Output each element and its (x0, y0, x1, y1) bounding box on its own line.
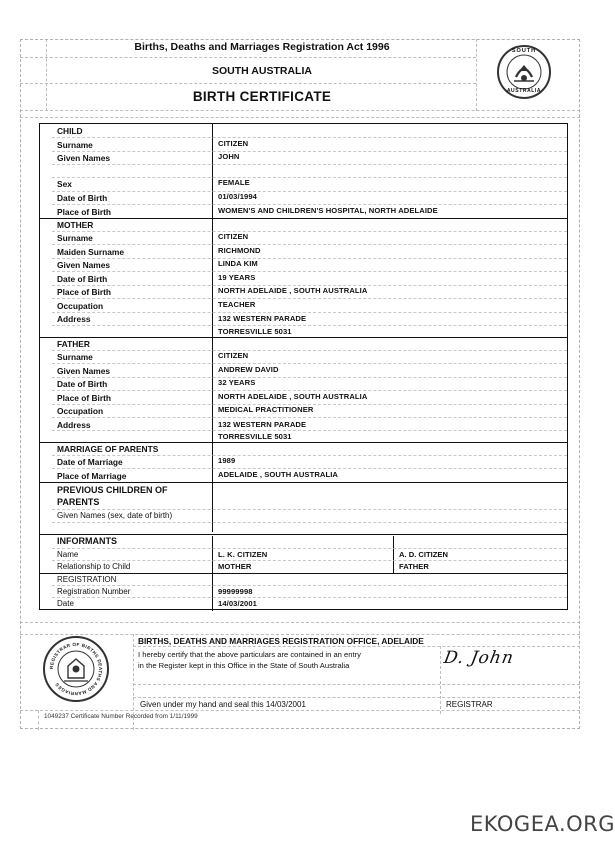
child-given-label: Given Names (57, 153, 111, 163)
registration-number-label: Registration Number (57, 587, 131, 596)
father-given-value: ANDREW DAVID (218, 365, 279, 374)
mother-pob-label: Place of Birth (57, 287, 111, 297)
act-title: Births, Deaths and Marriages Registration Act 1996 (134, 41, 390, 53)
certify-line-1: I hereby certify that the above particulars are contained in an entry (138, 650, 361, 659)
marriage-date-value: 1989 (218, 456, 236, 465)
mother-surname-value: CITIZEN (218, 232, 249, 241)
father-given-label: Given Names (57, 366, 111, 376)
informant-name-1: L. K. CITIZEN (218, 550, 268, 559)
child-dob-label: Date of Birth (57, 193, 108, 203)
mother-surname-label: Surname (57, 233, 93, 243)
child-given-value: JOHN (218, 152, 240, 161)
given-under-seal-text: Given under my hand and seal this 14/03/2001 (140, 700, 306, 709)
child-surname-value: CITIZEN (218, 139, 249, 148)
office-title: BIRTHS, DEATHS AND MARRIAGES REGISTRATION OFFICE, ADELAIDE (138, 636, 424, 646)
ekogea-watermark: EKOGEA.ORG (470, 812, 615, 836)
south-australia-seal (497, 45, 551, 99)
certificate-title: BIRTH CERTIFICATE (192, 89, 332, 104)
state-title: SOUTH AUSTRALIA (212, 65, 312, 77)
father-pob-label: Place of Birth (57, 393, 111, 403)
child-pob-label: Place of Birth (57, 207, 111, 217)
certify-line-2: in the Register kept in this Office in the State of South Australia (138, 661, 350, 670)
mother-occupation-label: Occupation (57, 301, 104, 311)
mother-address-line1: 132 WESTERN PARADE (218, 314, 307, 323)
seal-text-top: SOUTH (511, 48, 537, 54)
father-address-line1: 132 WESTERN PARADE (218, 420, 307, 429)
marriage-place-label: Place of Marriage (57, 471, 127, 481)
previous-children-given-label: Given Names (sex, date of birth) (57, 511, 173, 520)
child-dob-value: 01/03/1994 (218, 192, 258, 201)
father-section-label: FATHER (57, 339, 90, 349)
registration-section-label: REGISTRATION (57, 575, 117, 584)
marriage-section-label: MARRIAGE OF PARENTS (57, 444, 159, 454)
informant-name-2: A. D. CITIZEN (399, 550, 448, 559)
informant-name-label: Name (57, 550, 79, 559)
father-dob-value: 32 YEARS (218, 378, 256, 387)
father-address-line2: TORRESVILLE 5031 (218, 432, 292, 441)
certificate-number-text: 1049237 Certificate Number Recorded from 1/11/1999 (44, 713, 198, 720)
registrar-seal (43, 636, 109, 702)
father-dob-label: Date of Birth (57, 379, 108, 389)
child-sex-label: Sex (57, 179, 72, 189)
details-table (39, 123, 568, 610)
registrar-signature: D. John (442, 648, 516, 668)
informant-relationship-2: FATHER (399, 562, 429, 571)
mother-given-label: Given Names (57, 260, 111, 270)
marriage-date-label: Date of Marriage (57, 457, 123, 467)
registrar-label: REGISTRAR (446, 700, 493, 709)
mother-given-value: LINDA KIM (218, 259, 258, 268)
informant-relationship-1: MOTHER (218, 562, 252, 571)
mother-address-line2: TORRESVILLE 5031 (218, 327, 292, 336)
marriage-place-value: ADELAIDE , SOUTH AUSTRALIA (218, 470, 339, 479)
registration-date-label: Date (57, 599, 74, 608)
mother-maiden-value: RICHMOND (218, 246, 261, 255)
informants-section-label: INFORMANTS (57, 536, 117, 546)
child-sex-value: FEMALE (218, 178, 250, 187)
registration-number-value: 99999998 (218, 587, 253, 596)
registration-date-value: 14/03/2001 (218, 599, 258, 608)
mother-dob-value: 19 YEARS (218, 273, 256, 282)
child-pob-value: WOMEN'S AND CHILDREN'S HOSPITAL, NORTH ADELAIDE (218, 206, 438, 215)
previous-children-label-line1: PREVIOUS CHILDREN OF (57, 485, 168, 495)
child-surname-label: Surname (57, 140, 93, 150)
father-surname-value: CITIZEN (218, 351, 249, 360)
father-surname-label: Surname (57, 352, 93, 362)
father-pob-value: NORTH ADELAIDE , SOUTH AUSTRALIA (218, 392, 368, 401)
seal-text-bottom: AUSTRALIA (506, 88, 542, 94)
mother-pob-value: NORTH ADELAIDE , SOUTH AUSTRALIA (218, 286, 368, 295)
mother-occupation-value: TEACHER (218, 300, 256, 309)
mother-section-label: MOTHER (57, 220, 94, 230)
father-occupation-value: MEDICAL PRACTITIONER (218, 405, 314, 414)
mother-maiden-label: Maiden Surname (57, 247, 125, 257)
mother-address-label: Address (57, 314, 91, 324)
informant-relationship-label: Relationship to Child (57, 562, 131, 571)
seal-ring-text: REGISTRAR OF BIRTHS DEATHS AND MARRIAGES (48, 641, 104, 697)
father-address-label: Address (57, 420, 91, 430)
father-occupation-label: Occupation (57, 406, 104, 416)
previous-children-label-line2: PARENTS (57, 497, 100, 507)
mother-dob-label: Date of Birth (57, 274, 108, 284)
child-section-label: CHILD (57, 126, 83, 136)
